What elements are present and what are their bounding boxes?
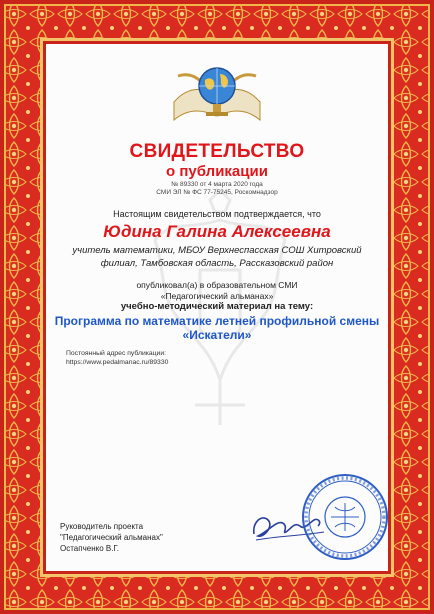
publication-url[interactable]: https://www.pedalmanac.ru/89330 (66, 359, 169, 366)
intro-text: Настоящим свидетельством подтверждается, что (113, 209, 321, 219)
globe-book-emblem-icon (172, 58, 262, 132)
media-registration: СМИ ЭЛ № ФС 77-75245, Роскомнадзор (156, 189, 278, 196)
recipient-position-line2: филиал, Тамбовская область, Рассказовский район (100, 258, 334, 269)
recipient-name: Юдина Галина Алексеевна (103, 222, 331, 241)
address-label: Постоянный адрес публикации: (66, 350, 167, 357)
registration-number: № 89330 от 4 марта 2020 года (171, 181, 263, 188)
material-type: учебно-методический материал на тему: (120, 301, 314, 312)
published-in-line1: опубликовал(а) в образовательном СМИ (136, 280, 298, 290)
leader-name: Остапченко В.Г. (60, 544, 120, 553)
certificate-subtitle: о публикации (166, 163, 268, 180)
topic-title-line2: «Искатели» (182, 328, 252, 342)
leader-project: "Педагогический альманах" (60, 533, 163, 542)
stamp-seal-icon (300, 472, 390, 562)
certificate-title: СВИДЕТЕЛЬСТВО (129, 141, 305, 162)
leader-title: Руководитель проекта (60, 522, 144, 531)
recipient-position-line1: учитель математики, МБОУ Верхнеспасская СОШ Хитровский (72, 245, 362, 256)
topic-title-line1: Программа по математике летней профильной смены (54, 314, 380, 328)
published-in-line2: «Педагогический альманах» (160, 291, 274, 301)
